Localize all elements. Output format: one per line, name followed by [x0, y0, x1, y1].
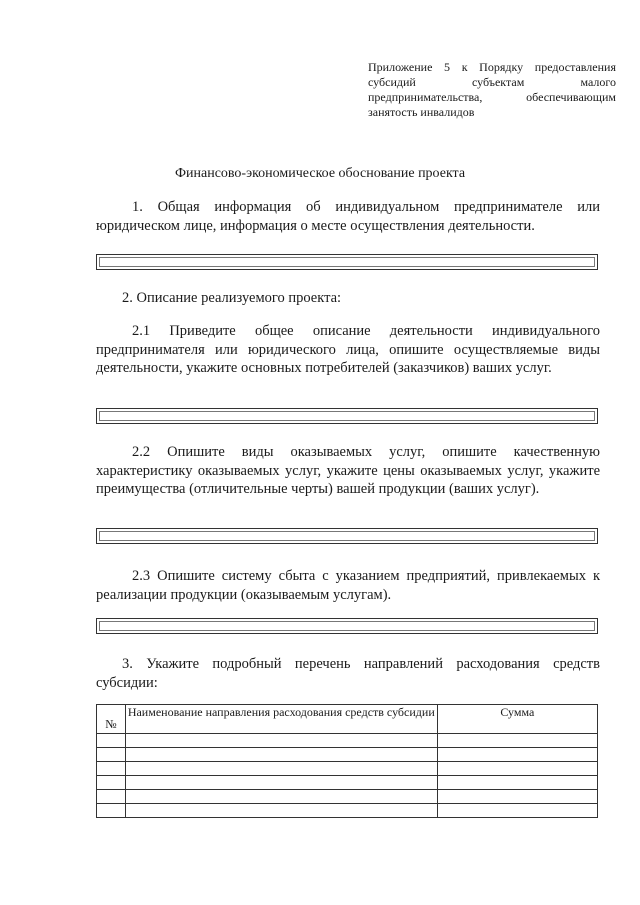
cell-name[interactable] — [125, 734, 437, 748]
section-2-2-input[interactable] — [96, 528, 598, 544]
table-header-row — [97, 705, 598, 734]
column-header-sum: Сумма — [437, 705, 597, 734]
column-header-name: Наименование направления расходования средств субсидии — [125, 705, 437, 734]
table-row — [97, 776, 598, 790]
table-row — [97, 762, 598, 776]
cell-name[interactable] — [125, 762, 437, 776]
appendix-note: Приложение 5 к Порядку предоставления субсидий субъектам малого предпринимательства, обеспечивающим занятость инвалидов — [368, 60, 616, 119]
cell-number[interactable] — [97, 748, 126, 762]
section-2-1-text: 2.1 Приведите общее описание деятельности индивидуального предпринимателя или юридического лица, опишите осуществляемые виды деятельности, укажите основных потребителей (заказчиков) ваших услуг. — [96, 323, 600, 376]
cell-sum[interactable] — [437, 762, 597, 776]
table-row — [97, 734, 598, 748]
cell-sum[interactable] — [437, 790, 597, 804]
section-2-3-input[interactable] — [96, 618, 598, 634]
cell-sum[interactable] — [437, 748, 597, 762]
table-row — [97, 790, 598, 804]
cell-sum[interactable] — [437, 804, 597, 818]
cell-number[interactable] — [97, 790, 126, 804]
cell-number[interactable] — [97, 762, 126, 776]
column-header-number: № — [97, 705, 126, 734]
cell-number[interactable] — [97, 776, 126, 790]
section-2-2-text: 2.2 Опишите виды оказываемых услуг, опишите качественную характеристику оказываемых услуг, укажите цены оказываемых услуг, укажите преимущества (отличительные черты) вашей продукции (ваших услуг). — [96, 444, 600, 497]
section-2-1-input[interactable] — [96, 408, 598, 424]
table-row — [97, 748, 598, 762]
cell-name[interactable] — [125, 790, 437, 804]
expenses-table — [96, 704, 598, 818]
section-1-text: 1. Общая информация об индивидуальном предпринимателе или юридическом лице, информация о месте осуществления деятельности. — [96, 199, 600, 234]
page-title: Финансово-экономическое обоснование проекта — [174, 166, 466, 181]
cell-name[interactable] — [125, 776, 437, 790]
cell-sum[interactable] — [437, 734, 597, 748]
section-3-text: 3. Укажите подробный перечень направлений расходования средств субсидии: — [96, 656, 600, 691]
cell-sum[interactable] — [437, 776, 597, 790]
cell-number[interactable] — [97, 734, 126, 748]
cell-name[interactable] — [125, 748, 437, 762]
cell-name[interactable] — [125, 804, 437, 818]
section-2-heading: 2. Описание реализуемого проекта: — [122, 290, 342, 306]
section-1-input[interactable] — [96, 254, 598, 270]
table-row — [97, 804, 598, 818]
section-2-3-text: 2.3 Опишите систему сбыта с указанием предприятий, привлекаемых к реализации продукции (оказываемым услугам). — [96, 568, 600, 603]
cell-number[interactable] — [97, 804, 126, 818]
